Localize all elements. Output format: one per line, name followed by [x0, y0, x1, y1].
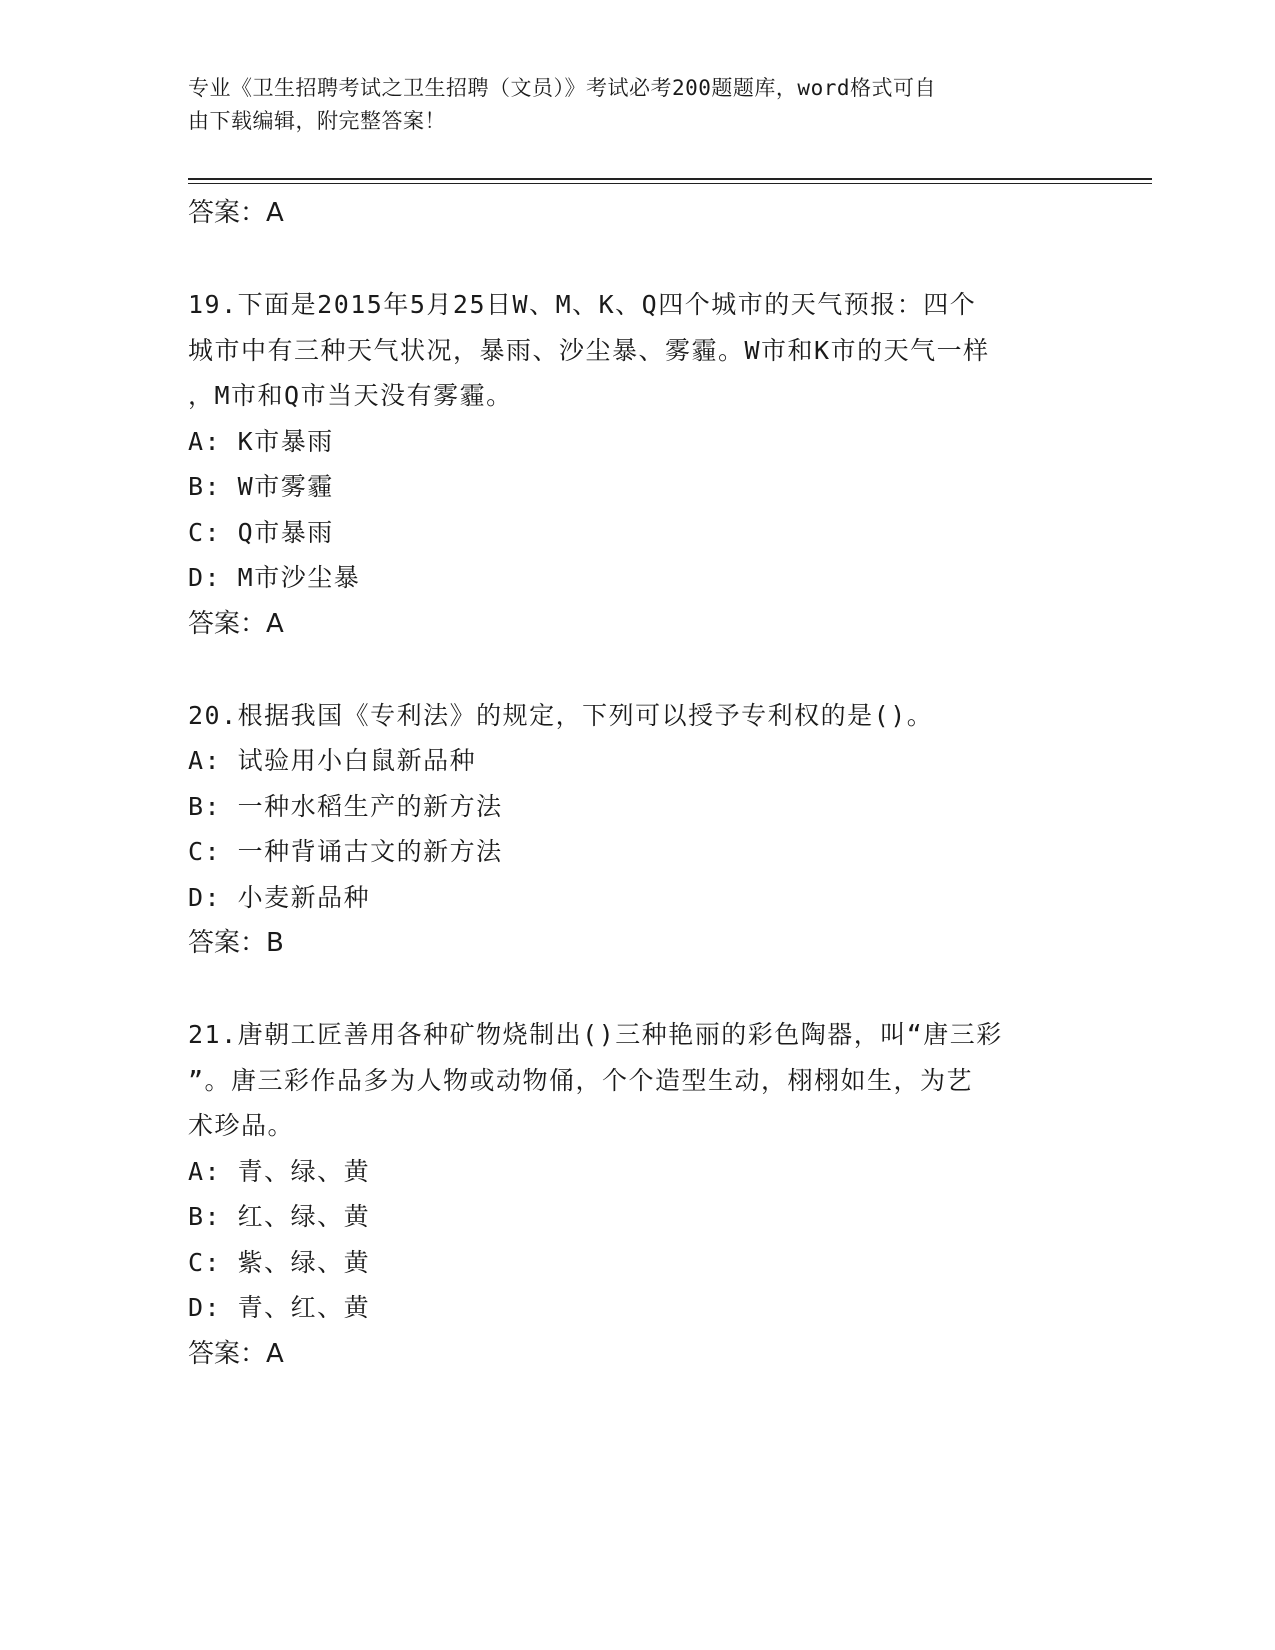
question-text-line: ”。唐三彩作品多为人物或动物俑，个个造型生动，栩栩如生，为艺: [188, 1065, 974, 1095]
answer-line: 答案：A: [188, 198, 284, 228]
question-19: [188, 282, 1088, 647]
question-text: [188, 1012, 1088, 1149]
question-text: [188, 282, 1088, 419]
option-b: B: 红、绿、黄: [188, 1202, 371, 1231]
option-c: C: 紫、绿、黄: [188, 1247, 371, 1277]
option-d: D: 青、红、黄: [188, 1293, 371, 1322]
question-text-line: 19.下面是2015年5月25日W、M、K、Q四个城市的天气预报：四个: [188, 290, 977, 319]
option-a: A: 试验用小白鼠新品种: [188, 746, 477, 775]
question-text-line: ，M市和Q市当天没有雾霾。: [188, 381, 513, 410]
question-text-line: 术珍品。: [188, 1111, 295, 1140]
question-20: [188, 693, 1088, 967]
option-c: C: Q市暴雨: [188, 517, 334, 547]
question-21: [188, 1012, 1088, 1377]
option-c: C: 一种背诵古文的新方法: [188, 837, 503, 866]
question-text-line: 城市中有三种天气状况，暴雨、沙尘暴、雾霾。W市和K市的天气一样: [188, 335, 990, 365]
answer-line: 答案：B: [188, 928, 284, 958]
answer-line: 答案：A: [188, 1338, 284, 1369]
document-header: [188, 72, 1068, 138]
option-a: A: 青、绿、黄: [188, 1156, 371, 1186]
header-rule-thin: [188, 183, 1152, 184]
answer-line: 答案：A: [188, 608, 284, 639]
question-text: [188, 693, 1088, 739]
option-b: B: W市雾霾: [188, 472, 334, 501]
question-text-line: 21.唐朝工匠善用各种矿物烧制出()三种艳丽的彩色陶器，叫“唐三彩: [188, 1020, 1003, 1049]
option-b: B: 一种水稻生产的新方法: [188, 791, 503, 821]
option-d: D: 小麦新品种: [188, 882, 371, 912]
header-line: 由下载编辑，附完整答案！: [188, 109, 446, 133]
option-d: D: M市沙尘暴: [188, 563, 361, 592]
document-body: [188, 190, 1088, 1377]
header-line: 专业《卫生招聘考试之卫生招聘（文员）》考试必考200题题库，word格式可自: [188, 76, 936, 100]
option-a: A: K市暴雨: [188, 426, 334, 456]
header-rule-thick: [188, 178, 1152, 180]
question-text-line: 20.根据我国《专利法》的规定，下列可以授予专利权的是()。: [188, 700, 934, 730]
